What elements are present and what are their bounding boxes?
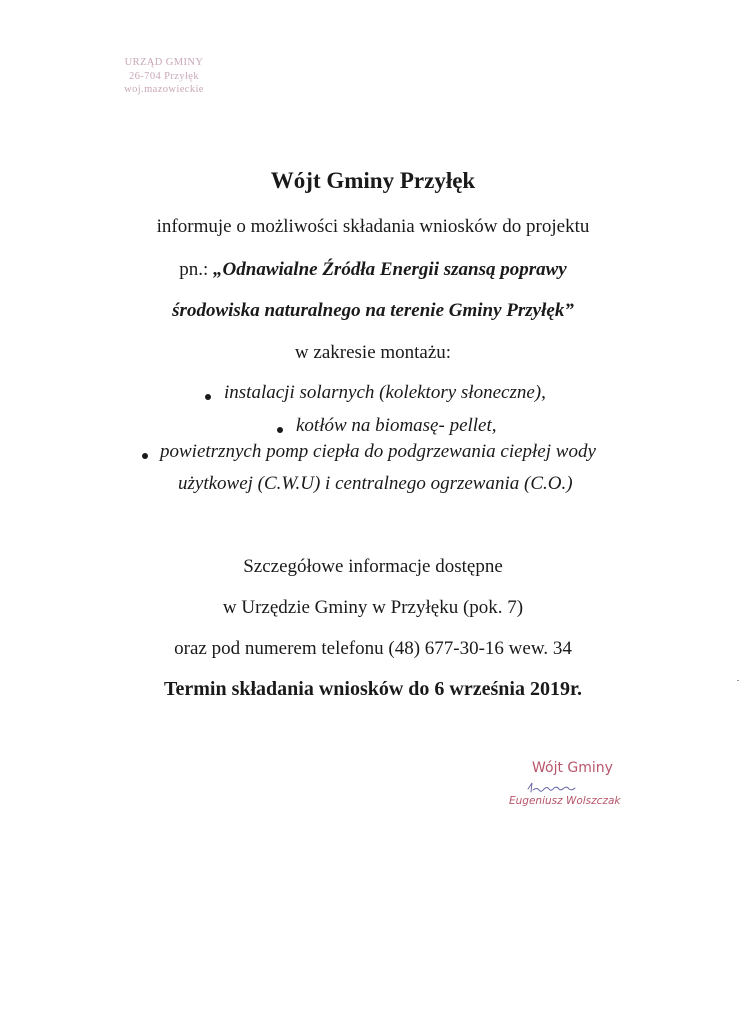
stamp-line-2: 26-704 Przyłęk: [128, 70, 200, 82]
project-line-1: [0, 259, 746, 281]
scope-item-3-continuation: użytkowej (C.W.U) i centralnego ogrzewania (C.O.): [178, 473, 573, 494]
notice-intro: informuje o możliwości składania wniosków do projektu: [156, 216, 590, 237]
scope-item-1: instalacji solarnych (kolektory słoneczne),: [224, 382, 546, 403]
notice-title: Wójt Gminy Przyłęk: [270, 168, 476, 193]
info-line-2: w Urzędzie Gminy w Przyłęku (pok. 7): [222, 597, 524, 618]
scope-label: w zakresie montażu:: [294, 342, 452, 363]
project-prefix: pn.:: [179, 259, 214, 280]
bullet-dot-2: [277, 427, 283, 433]
bullet-dot-3: [142, 453, 148, 459]
bullet-dot-1: [205, 394, 211, 400]
project-name-part-2: środowiska naturalnego na terenie Gminy Przyłęk”: [172, 300, 574, 321]
signatory-name: Eugeniusz Wolszczak: [509, 795, 621, 807]
info-line-3: oraz pod numerem telefonu (48) 677-30-16 wew. 34: [174, 638, 572, 659]
handwritten-signature: [525, 780, 605, 796]
scope-item-3: powietrznych pomp ciepła do podgrzewania ciepłej wody: [160, 441, 596, 462]
office-stamp: [104, 56, 224, 97]
project-name-part-1: „Odnawialne Źródła Energii szansą poprawy: [213, 259, 567, 280]
signature-stamp-title: Wójt Gminy: [532, 760, 613, 776]
info-line-1: Szczegółowe informacje dostępne: [243, 556, 503, 577]
stamp-line-1: URZĄD GMINY: [124, 57, 204, 68]
scan-mark: [737, 680, 739, 681]
deadline: Termin składania wniosków do 6 września 2019r.: [163, 678, 583, 700]
stamp-line-3: woj.mazowieckie: [124, 84, 204, 95]
scope-item-2: kotłów na biomasę- pellet,: [296, 415, 497, 436]
